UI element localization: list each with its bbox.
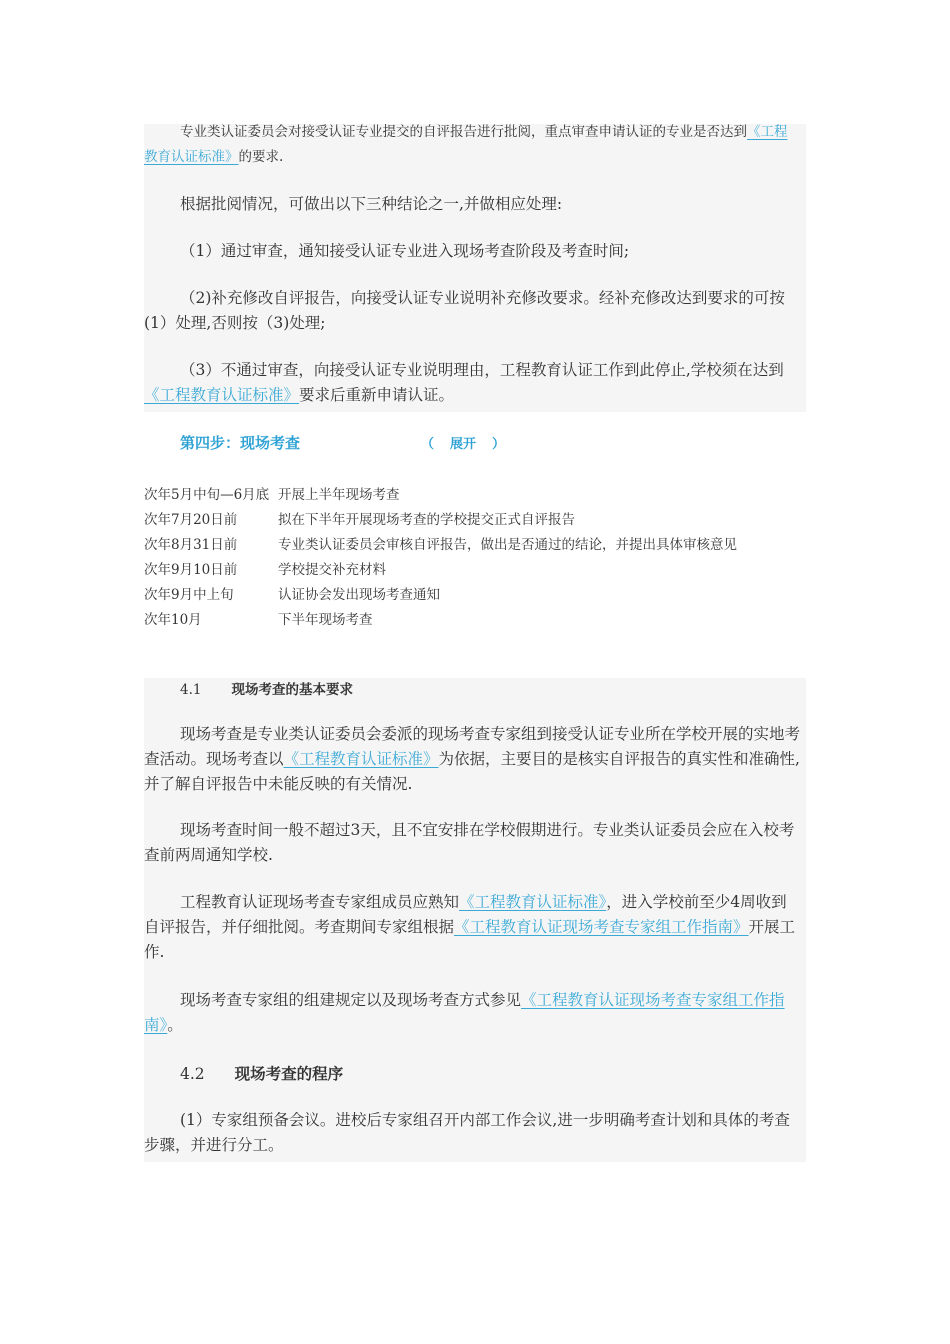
standard-link[interactable]: 《工程教育认证标准》 — [459, 893, 607, 911]
section-4-2-heading: 4.2 现场考查的程序 — [180, 1064, 344, 1083]
schedule-event: 开展上半年现场考查 — [278, 487, 400, 503]
table-row — [144, 583, 737, 608]
table-row — [144, 608, 737, 633]
schedule-event: 专业类认证委员会审核自评报告，做出是否通过的结论，并提出具体审核意见 — [278, 537, 737, 553]
onsite-paragraph-2: 现场考查时间一般不超过3天，且不宜安排在学校假期进行。专业类认证委员会应在入校考查前两周通知学校. — [144, 821, 795, 864]
schedule-event: 拟在下半年开展现场考查的学校提交正式自评报告 — [278, 512, 575, 528]
schedule-table — [144, 483, 737, 633]
guide-link[interactable]: 《工程教育认证现场考查专家组工作指南》 — [454, 918, 749, 936]
procedure-paragraph-1: (1）专家组预备会议。进校后专家组召开内部工作会议,进一步明确考查计划和具体的考查步骤，并进行分工。 — [144, 1111, 790, 1154]
standard-link[interactable]: 《工程教育认证标准》 — [144, 124, 788, 165]
table-row — [144, 508, 737, 533]
standard-link[interactable]: 《工程教育认证标准》 — [144, 386, 300, 404]
conclusion-intro: 根据批阅情况，可做出以下三种结论之一,并做相应处理: — [180, 195, 563, 213]
table-row — [144, 483, 737, 508]
step4-title: 第四步：现场考查 — [180, 434, 301, 452]
schedule-date: 次年10月 — [144, 612, 202, 628]
schedule-date: 次年9月10日前 — [144, 562, 238, 578]
expand-label[interactable]: 展开 — [450, 437, 477, 452]
conclusion-2: （2)补充修改自评报告，向接受认证专业说明补充修改要求。经补充修改达到要求的可按(1）处理,否则按（3)处理; — [144, 289, 785, 332]
onsite-paragraph-1: 现场考查是专业类认证委员会委派的现场考查专家组到接受认证专业所在学校开展的实地考查活动。现场考查以《工程教育认证标准》为依据，主要目的是核实自评报告的真实性和准确性,并了解自评报告中未能反映的有关情况. — [144, 725, 801, 793]
table-row — [144, 558, 737, 583]
expand-toggle[interactable]: （ 展开 ） — [421, 437, 506, 452]
standard-link[interactable]: 《工程教育认证标准》 — [283, 750, 439, 768]
conclusion-3: （3）不通过审查，向接受认证专业说明理由，工程教育认证工作到此停止,学校须在达到《工程教育认证标准》要求后重新申请认证。 — [144, 361, 784, 404]
schedule-event: 认证协会发出现场考查通知 — [278, 587, 440, 603]
guide-link[interactable]: 《工程教育认证现场考查专家组工作指南》 — [144, 991, 785, 1034]
schedule-event: 下半年现场考查 — [278, 612, 373, 628]
table-row — [144, 533, 737, 558]
onsite-paragraph-3: 工程教育认证现场考查专家组成员应熟知《工程教育认证标准》，进入学校前至少4周收到自评报告，并仔细批阅。考查期间专家组根据《工程教育认证现场考查专家组工作指南》开展工作. — [144, 893, 796, 961]
schedule-date: 次年8月31日前 — [144, 537, 238, 553]
review-paragraph: 专业类认证委员会对接受认证专业提交的自评报告进行批阅，重点审查申请认证的专业是否达到《工程教育认证标准》的要求. — [144, 124, 788, 165]
onsite-paragraph-4: 现场考查专家组的组建规定以及现场考查方式参见《工程教育认证现场考查专家组工作指南》。 — [144, 991, 785, 1034]
section-4-1-heading: 4.1 现场考查的基本要求 — [180, 682, 353, 698]
schedule-date: 次年9月中上旬 — [144, 587, 234, 603]
conclusion-1: （1）通过审查，通知接受认证专业进入现场考查阶段及考查时间; — [180, 242, 630, 260]
schedule-event: 学校提交补充材料 — [278, 562, 386, 578]
schedule-date: 次年7月20日前 — [144, 512, 238, 528]
schedule-date: 次年5月中旬—6月底 — [144, 487, 270, 503]
